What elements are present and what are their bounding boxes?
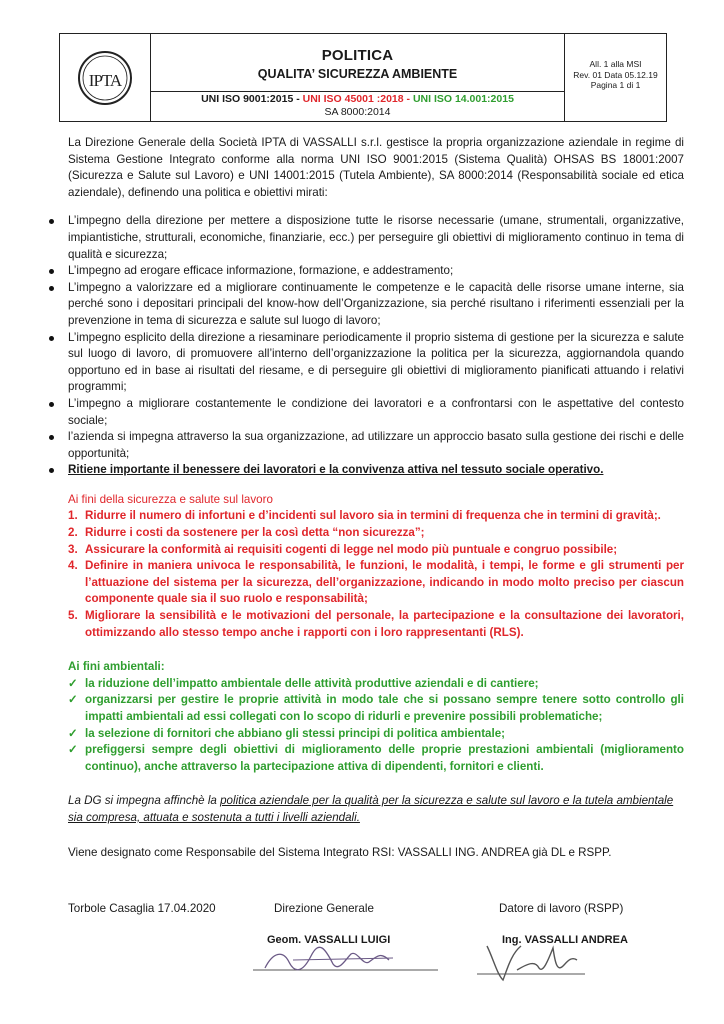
list-item: 3. Assicurare la conformità ai requisiti cogenti di legge nel modo più puntuale e congruo possibile;: [68, 542, 618, 556]
list-item: 4. Definire in maniera univoca le responsabilità, le funzioni, le modalità, i tempi, le forme e gli strumenti per l’attuazione del sistema per la sicurezza, dell’organizzazione, indicando in modo molto preciso per ciascun componente quale sia il suo ruolo e responsabilità;: [68, 559, 684, 606]
document-reference: [565, 34, 666, 121]
standard-iso9001: UNI ISO 9001:2015 -: [201, 93, 300, 105]
commitments-list: [44, 213, 684, 479]
safety-objectives-list: [68, 508, 684, 641]
director-name: Geom. VASSALLI LUIGI: [267, 934, 391, 946]
list-item: 1. Ridurre il numero di infortuni e d’incidenti sul lavoro sia in termini di frequenza che in termini di gravità;.: [68, 509, 661, 523]
environment-heading: Ai fini ambientali:: [68, 660, 165, 674]
ref-page: Pagina 1 di 1: [590, 80, 641, 90]
list-item: 5. Migliorare la sensibilità e le motivazioni del personale, la partecipazione e la consultazione dei lavoratori, ottimizzando allo stesso tempo anche i rapporti con i loro rappresentanti (RLS).: [68, 609, 684, 639]
list-item-highlight: Ritiene importante il benessere dei lavoratori e la convivenza attiva nel tessuto sociale operativo.: [44, 462, 684, 479]
employer-signature-icon: [477, 940, 587, 984]
safety-section: [68, 492, 684, 641]
check-icon: ✓: [68, 676, 78, 690]
ref-attachment: All. 1 alla MSI: [589, 59, 642, 69]
director-signature-icon: [253, 942, 443, 978]
intro-paragraph: La Direzione Generale della Società IPTA di VASSALLI s.r.l. gestisce la propria organizzazione aziendale in regime di Sistema Gestione Integrato conforme alla norma UNI ISO 9001:2015 (Sistema Qualità) OHSAS BS 18001:2007 (Sicurezza e Salute sul Lavoro) e UNI 14001:2015 (Tutela Ambiente), SA 8000:2014 (Responsabilità sociale ed etica aziendale), definendo una politica e obiettivi mirati:: [68, 136, 684, 199]
standard-iso45001: UNI ISO 45001 :2018 -: [302, 93, 411, 105]
list-item: l’azienda si impegna attraverso la sua organizzazione, ad utilizzare un approccio basato sulla gestione dei rischi e delle opportunità;: [44, 429, 684, 462]
list-item: ✓ prefiggersi sempre degli obiettivi di miglioramento delle proprie prestazioni ambientali (miglioramento continuo), anche attraverso la partecipazione attiva di dipendenti, fornitori e clienti.: [68, 743, 684, 773]
standard-sa8000: SA 8000:2014: [324, 106, 391, 118]
list-item: ✓ organizzarsi per gestire le proprie attività in modo tale che si possano sempre tenere sotto controllo gli impatti ambientali ad essi collegati con lo scopo di ridurli e prevenire possibili problematiche;: [68, 693, 684, 723]
check-icon: ✓: [68, 726, 78, 740]
employer-label: Datore di lavoro (RSPP): [499, 902, 624, 915]
list-item: ✓ la riduzione dell’impatto ambientale delle attività produttive aziendali e di cantiere;: [68, 676, 684, 693]
ipta-logo-icon: [76, 49, 134, 107]
environment-section: [68, 659, 684, 775]
list-item: L’impegno ad erogare efficace informazione, formazione, e addestramento;: [44, 263, 684, 280]
ref-revision: Rev. 01 Data 05.12.19: [573, 69, 658, 80]
check-icon: ✓: [68, 693, 78, 707]
document-header: [59, 33, 667, 122]
list-item: L’impegno a valorizzare ed a migliorare continuamente le competenze e le capacità delle risorse umane interne, sia perché sono i depositari principali del know-how dell’Organizzazione, sia perché risultano i riferimenti essenziali per la prevenzione in tema di sicurezza e salute sul luogo di lavoro;: [44, 280, 684, 330]
direction-label: Direzione Generale: [274, 902, 374, 915]
standard-iso14001: UNI ISO 14.001:2015: [412, 93, 514, 105]
employer-name: Ing. VASSALLI ANDREA: [502, 934, 628, 946]
standards-line: [151, 92, 564, 121]
check-icon: ✓: [68, 743, 78, 757]
company-logo: [60, 34, 151, 121]
header-title-block: [151, 34, 565, 121]
list-item: L’impegno della direzione per mettere a disposizione tutte le risorse necessarie (umane, strumentali, organizzative, impiantistiche, strutturali, economiche, finanziarie, ecc.) per perseguire gli obiettivi di miglioramento continuo in tema di qualità e sicurezza;: [44, 213, 684, 263]
safety-heading: Ai fini della sicurezza e salute sul lavoro: [68, 492, 273, 506]
document-body: [44, 135, 684, 861]
environment-objectives-list: [68, 676, 684, 776]
responsible-designation: Viene designato come Responsabile del Sistema Integrato RSI: VASSALLI ING. ANDREA già DL e RSPP.: [68, 845, 612, 859]
place-date: Torbole Casaglia 17.04.2020: [68, 902, 216, 915]
page-subtitle: QUALITA’ SICUREZZA AMBIENTE: [257, 66, 458, 81]
list-item: L’impegno esplicito della direzione a riesaminare periodicamente il proprio sistema di gestione per la sicurezza e salute sul luogo di lavoro, di promuovere all’interno dell’organizzazione la politica per la sicurezza, aggiornandola quando opportuno ed in base ai risultati del riesame, e di perseguire gli obiettivi di miglioramento pianificati attuando i relativi programmi;: [44, 330, 684, 396]
list-item: 2. Ridurre i costi da sostenere per la così detta “non sicurezza”;: [68, 526, 425, 540]
svg-text:IPTA: IPTA: [88, 70, 122, 90]
dg-commitment: La DG si impegna affinchè la politica aziendale per la qualità per la sicurezza e salute sul lavoro e la tutela ambientale sia compresa, attuata e sostenuta a tutti i livelli aziendali.: [68, 794, 674, 824]
list-item: L’impegno a migliorare costantemente le condizione dei lavoratori e a confrontarsi con le aspettative del contesto sociale;: [44, 396, 684, 429]
page-title: POLITICA: [321, 46, 394, 64]
list-item: ✓ la selezione di fornitori che abbiano gli stessi principi di politica ambientale;: [68, 726, 684, 743]
